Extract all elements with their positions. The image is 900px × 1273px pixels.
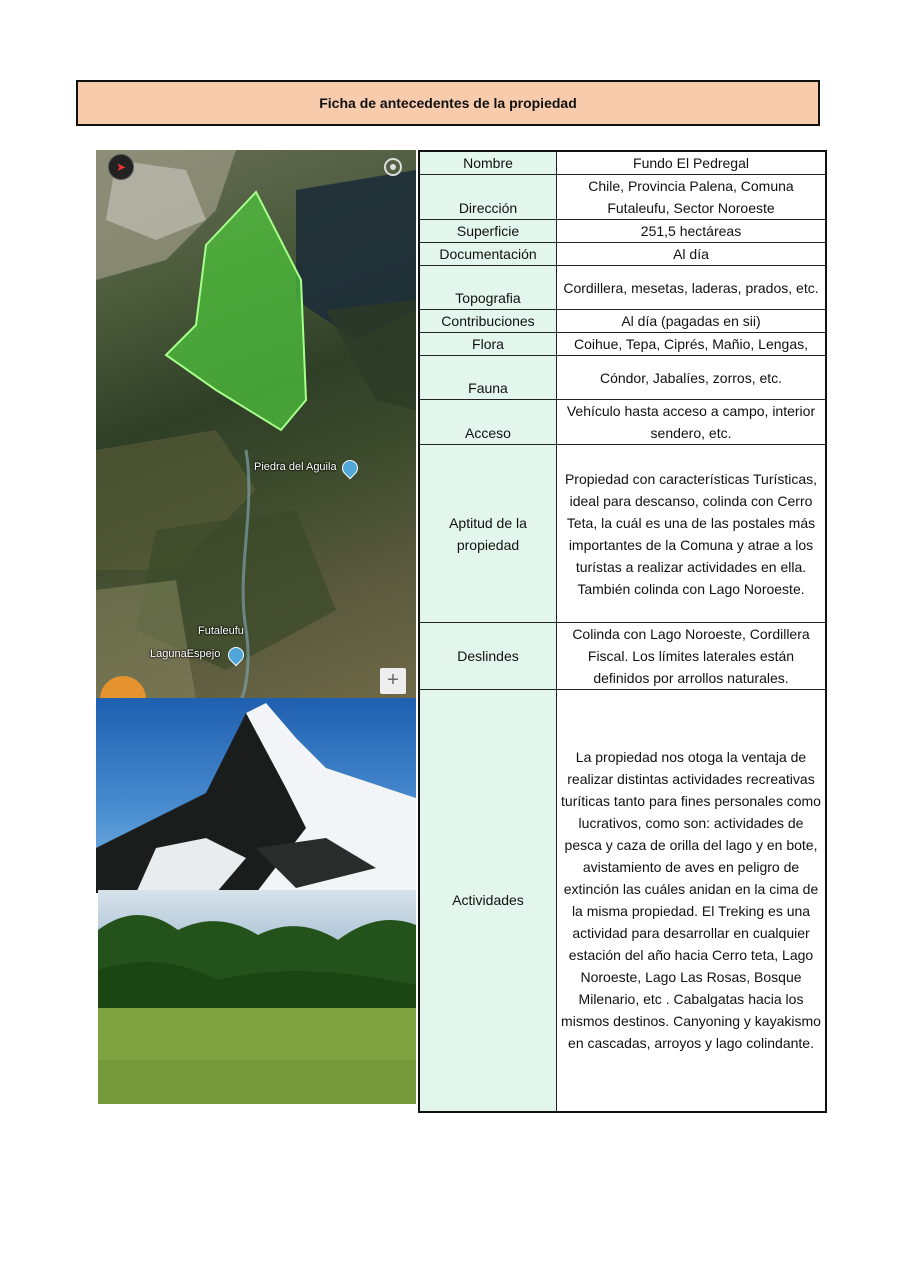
row-label: Acceso xyxy=(419,400,557,445)
map-label-piedra-del-aguila: Piedra del Aguila xyxy=(254,461,337,473)
row-label: Superficie xyxy=(419,220,557,243)
satellite-map[interactable] xyxy=(96,150,416,700)
map-label-laguna-espejo: LagunaEspejo xyxy=(150,648,221,660)
row-label: Contribuciones xyxy=(419,310,557,333)
table-row xyxy=(419,356,826,400)
zoom-in-button[interactable]: + xyxy=(380,668,406,694)
table-row xyxy=(419,151,826,175)
table-row xyxy=(419,175,826,220)
table-row xyxy=(419,445,826,623)
property-info-table xyxy=(418,150,827,1113)
table-row xyxy=(419,333,826,356)
row-value: Al día xyxy=(557,243,827,266)
row-value: Propiedad con características Turísticas, ideal para descanso, colinda con Cerro Teta, la cuál es una de las postales más importantes de la Comuna y atrae a los turístas a realizar actividades en ella. También colinda con Lago Noroeste. xyxy=(557,445,827,623)
row-label: Fauna xyxy=(419,356,557,400)
row-value: Vehículo hasta acceso a campo, interior sendero, etc. xyxy=(557,400,827,445)
table-row xyxy=(419,266,826,310)
page-title: Ficha de antecedentes de la propiedad xyxy=(76,80,820,126)
row-value: Cordillera, mesetas, laderas, prados, etc. xyxy=(557,266,827,310)
compass-icon[interactable]: ➤ xyxy=(108,154,134,180)
row-label: Dirección xyxy=(419,175,557,220)
row-label: Documentación xyxy=(419,243,557,266)
row-label: Aptitud de la propiedad xyxy=(419,445,557,623)
row-value: Coihue, Tepa, Ciprés, Mañio, Lengas, xyxy=(557,333,827,356)
row-label: Nombre xyxy=(419,151,557,175)
table-row xyxy=(419,690,826,1112)
row-label: Actividades xyxy=(419,690,557,1112)
locate-icon[interactable] xyxy=(384,158,402,176)
row-value: Colinda con Lago Noroeste, Cordillera Fiscal. Los límites laterales están definidos por arrollos naturales. xyxy=(557,623,827,690)
row-label: Flora xyxy=(419,333,557,356)
map-terrain xyxy=(96,150,416,700)
row-value: Al día (pagadas en sii) xyxy=(557,310,827,333)
table-row xyxy=(419,400,826,445)
row-label: Topografia xyxy=(419,266,557,310)
table-row xyxy=(419,310,826,333)
table-row xyxy=(419,243,826,266)
map-label-futaleufu: Futaleufu xyxy=(198,625,244,637)
meadow-photo xyxy=(98,890,416,1104)
row-value: Cóndor, Jabalíes, zorros, etc. xyxy=(557,356,827,400)
table-row xyxy=(419,220,826,243)
row-value: Chile, Provincia Palena, Comuna Futaleufu, Sector Noroeste xyxy=(557,175,827,220)
row-value: Fundo El Pedregal xyxy=(557,151,827,175)
row-label: Deslindes xyxy=(419,623,557,690)
mountain-photo xyxy=(96,698,416,893)
row-value: La propiedad nos otoga la ventaja de realizar distintas actividades recreativas turíticas tanto para fines personales como lucrativos, como son: actividades de pesca y caza de orilla del lago y en bote, avistamiento de aves en peligro de extinción las cuáles anidan en la cima de la misma propiedad. El Treking es una actividad para desarrollar en cualquier estación del año hacia Cerro teta, Lago Noroeste, Lago Las Rosas, Bosque Milenario, etc . Cabalgatas hacia los mismos destinos. Canyoning y kayakismo en cascadas, arroyos y lago colindante. xyxy=(557,690,827,1112)
table-row xyxy=(419,623,826,690)
row-value: 251,5 hectáreas xyxy=(557,220,827,243)
